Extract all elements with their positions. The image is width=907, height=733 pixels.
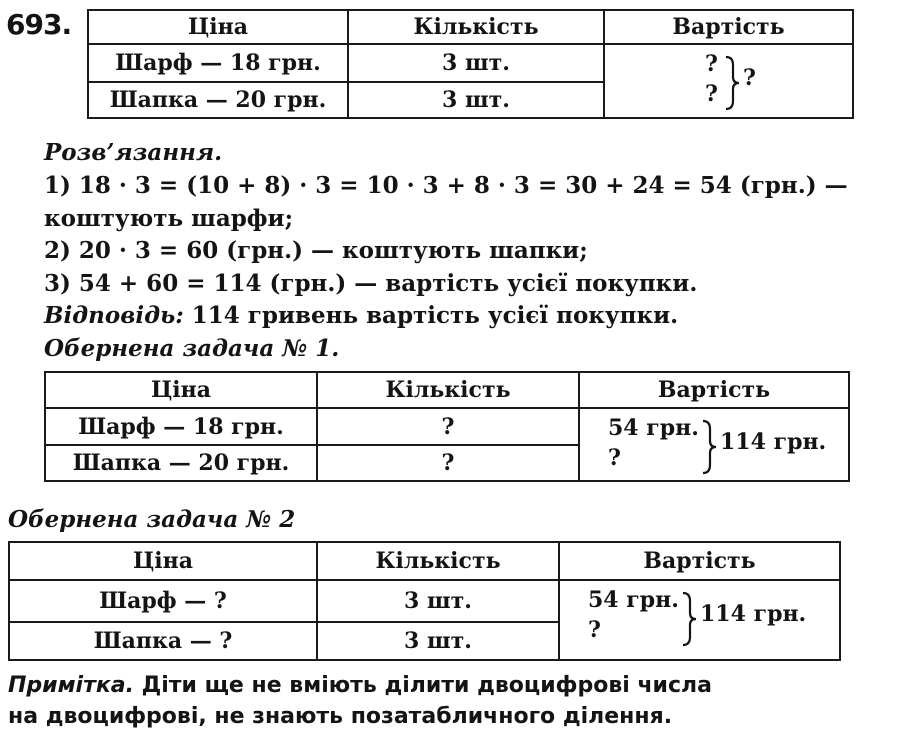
cost-cell [604,44,853,118]
inverse-2-heading: Обернена задача № 2 [8,506,296,533]
cost-total: 114 грн. [720,429,827,455]
solution-line-1: 1) 18 · 3 = (10 + 8) · 3 = 10 · 3 + 8 · 3 = 30 + 24 = 54 (грн.) — [44,172,848,199]
cost-hat: ? [705,81,718,107]
cost-cell [579,408,849,481]
table-1 [87,9,854,119]
curly-brace-icon [700,419,718,475]
cost-hat: ? [588,617,601,643]
curly-brace-icon [723,55,741,111]
header-price: Ціна [9,542,317,580]
solution-line-1-cont: коштують шарфи; [44,205,294,232]
cost-scarf: 54 грн. [608,415,699,441]
solution-heading: Розв’язання. [44,139,223,166]
header-cost: Вартість [559,542,840,580]
cost-hat: ? [608,445,621,471]
header-cost: Вартість [579,372,849,408]
header-price: Ціна [45,372,317,408]
cost-group [608,415,858,479]
header-price: Ціна [88,10,348,44]
qty-hat: 3 шт. [348,82,604,118]
price-hat: Шапка — ? [9,622,317,660]
note-label: Примітка. [8,673,134,698]
cost-total: ? [743,65,756,91]
price-scarf: Шарф — 18 грн. [88,44,348,82]
qty-scarf: 3 шт. [348,44,604,82]
inverse-1-heading: Обернена задача № 1. [44,335,340,362]
cost-cell [559,580,840,660]
qty-scarf: ? [317,408,579,445]
header-quantity: Кількість [317,542,559,580]
answer-label: Відповідь: [44,302,184,329]
answer-line [44,302,678,329]
table-inverse-2 [8,541,841,661]
cost-group [705,51,845,115]
answer-text: 114 гривень вартість усієї покупки. [191,302,679,329]
note-line-2: на двоцифрові, не знають позатабличного ділення. [8,704,673,729]
cost-total: 114 грн. [700,601,807,627]
table-inverse-1 [44,371,850,482]
cost-scarf: 54 грн. [588,587,679,613]
cost-group [588,587,838,651]
price-scarf: Шарф — ? [9,580,317,622]
problem-number: 693. [6,8,72,41]
header-quantity: Кількість [317,372,579,408]
price-hat: Шапка — 20 грн. [88,82,348,118]
header-quantity: Кількість [348,10,604,44]
note-text-1: Діти ще не вміють ділити двоцифрові числа [141,673,712,698]
price-hat: Шапка — 20 грн. [45,445,317,481]
header-cost: Вартість [604,10,853,44]
cost-scarf: ? [705,51,718,77]
solution-line-3: 3) 54 + 60 = 114 (грн.) — вартість усієї покупки. [44,270,698,297]
qty-hat: ? [317,445,579,481]
solution-line-2: 2) 20 · 3 = 60 (грн.) — коштують шапки; [44,237,588,264]
qty-hat: 3 шт. [317,622,559,660]
price-scarf: Шарф — 18 грн. [45,408,317,445]
curly-brace-icon [680,591,698,647]
note-line-1 [8,673,712,698]
qty-scarf: 3 шт. [317,580,559,622]
